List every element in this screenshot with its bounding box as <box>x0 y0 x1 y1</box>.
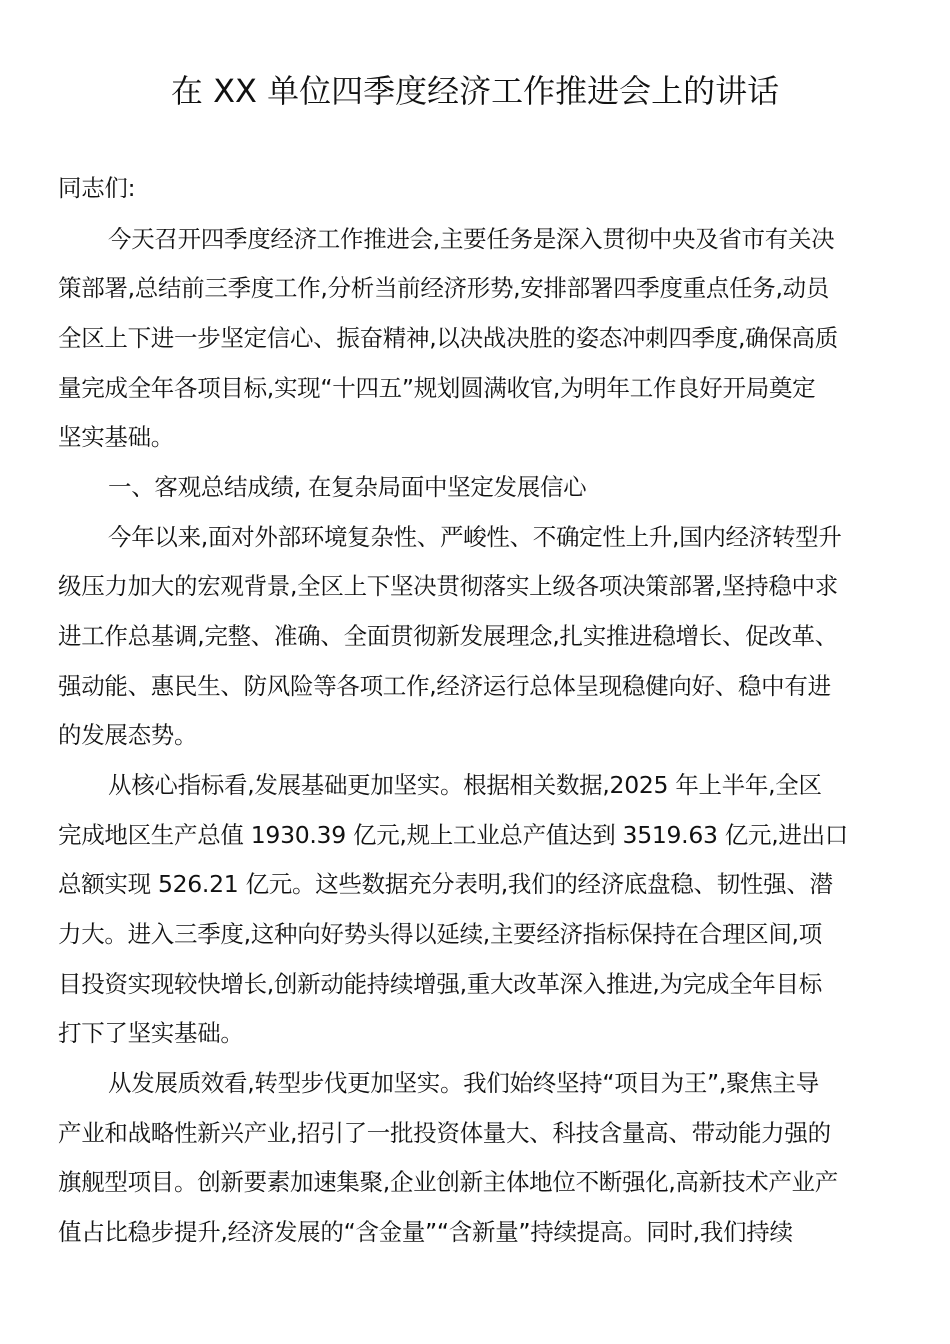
paragraph-line: 力大。进入三季度,这种向好势头得以延续,主要经济指标保持在合理区间,项 <box>58 920 822 948</box>
paragraph-line: 值占比稳步提升,经济发展的“含金量”“含新量”持续提高。同时,我们持续 <box>58 1218 793 1246</box>
paragraph-line: 进工作总基调,完整、准确、全面贯彻新发展理念,扎实推进稳增长、促改革、 <box>58 622 838 650</box>
paragraph-line: 量完成全年各项目标,实现“十四五”规划圆满收官,为明年工作良好开局奠定 <box>58 374 816 402</box>
paragraph-line: 级压力加大的宏观背景,全区上下坚决贯彻落实上级各项决策部署,坚持稳中求 <box>58 572 838 600</box>
paragraph-line: 完成地区生产总值 1930.39 亿元,规上工业总产值达到 3519.63 亿元,进出口 <box>58 821 848 849</box>
paragraph-line: 总额实现 526.21 亿元。这些数据充分表明,我们的经济底盘稳、韧性强、潜 <box>58 870 833 898</box>
paragraph-line: 的发展态势。 <box>58 721 198 749</box>
paragraph-line: 从核心指标看,发展基础更加坚实。根据相关数据,2025 年上半年,全区 <box>108 771 822 799</box>
paragraph-line: 旗舰型项目。创新要素加速集聚,企业创新主体地位不断强化,高新技术产业产 <box>58 1168 838 1196</box>
salutation: 同志们: <box>58 174 136 202</box>
paragraph-line: 坚实基础。 <box>58 423 174 451</box>
document-title: 在 XX 单位四季度经济工作推进会上的讲话 <box>170 72 780 110</box>
paragraph-line: 全区上下进一步坚定信心、振奋精神,以决战决胜的姿态冲刺四季度,确保高质 <box>58 324 838 352</box>
section-heading: 一、客观总结成绩, 在复杂局面中坚定发展信心 <box>108 473 587 501</box>
paragraph-line: 产业和战略性新兴产业,招引了一批投资体量大、科技含量高、带动能力强的 <box>58 1119 831 1147</box>
paragraph-line: 打下了坚实基础。 <box>58 1019 244 1047</box>
paragraph-line: 今年以来,面对外部环境复杂性、严峻性、不确定性上升,国内经济转型升 <box>108 523 842 551</box>
paragraph-line: 从发展质效看,转型步伐更加坚实。我们始终坚持“项目为王”,聚焦主导 <box>108 1069 819 1097</box>
paragraph-line: 强动能、惠民生、防风险等各项工作,经济运行总体呈现稳健向好、稳中有进 <box>58 672 831 700</box>
paragraph-line: 今天召开四季度经济工作推进会,主要任务是深入贯彻中央及省市有关决 <box>108 225 835 253</box>
paragraph-line: 策部署,总结前三季度工作,分析当前经济形势,安排部署四季度重点任务,动员 <box>58 274 830 302</box>
paragraph-line: 目投资实现较快增长,创新动能持续增强,重大改革深入推进,为完成全年目标 <box>58 970 822 998</box>
